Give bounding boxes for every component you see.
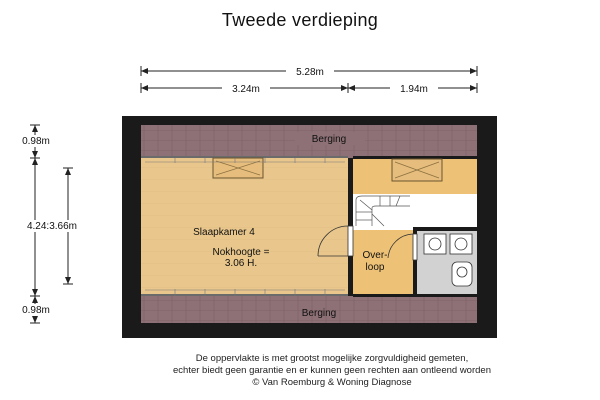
label-nokhoogte-2: 3.06 H. bbox=[224, 258, 258, 269]
label-berging-bottom: Berging bbox=[301, 308, 337, 319]
disclaimer-line-3: © Van Roemburg & Woning Diagnose bbox=[252, 377, 412, 388]
dim-top-left: 3.24m bbox=[232, 84, 260, 95]
disclaimer-line-2: echter biedt geen garantie en er kunnen geen rechten aan ontleend worden bbox=[173, 365, 491, 376]
label-slaapkamer: Slaapkamer 4 bbox=[193, 227, 255, 238]
disclaimer-line-1: De oppervlakte is met grootst mogelijke zorgvuldigheid gemeten, bbox=[195, 353, 469, 364]
label-overloop-1: Over- bbox=[362, 250, 388, 261]
label-nokhoogte-1: Nokhoogte = bbox=[212, 247, 270, 258]
dim-left-middle: 4.24:3.66m bbox=[26, 221, 78, 232]
dim-left-top: 0.98m bbox=[22, 136, 50, 147]
label-berging-top: Berging bbox=[311, 134, 347, 145]
page-title: Tweede verdieping bbox=[221, 10, 379, 30]
dim-top-right: 1.94m bbox=[400, 84, 428, 95]
dim-top-total: 5.28m bbox=[296, 67, 324, 78]
disclaimer bbox=[0, 353, 600, 389]
dim-left-bottom: 0.98m bbox=[22, 305, 50, 316]
label-overloop-2: loop bbox=[365, 262, 385, 273]
